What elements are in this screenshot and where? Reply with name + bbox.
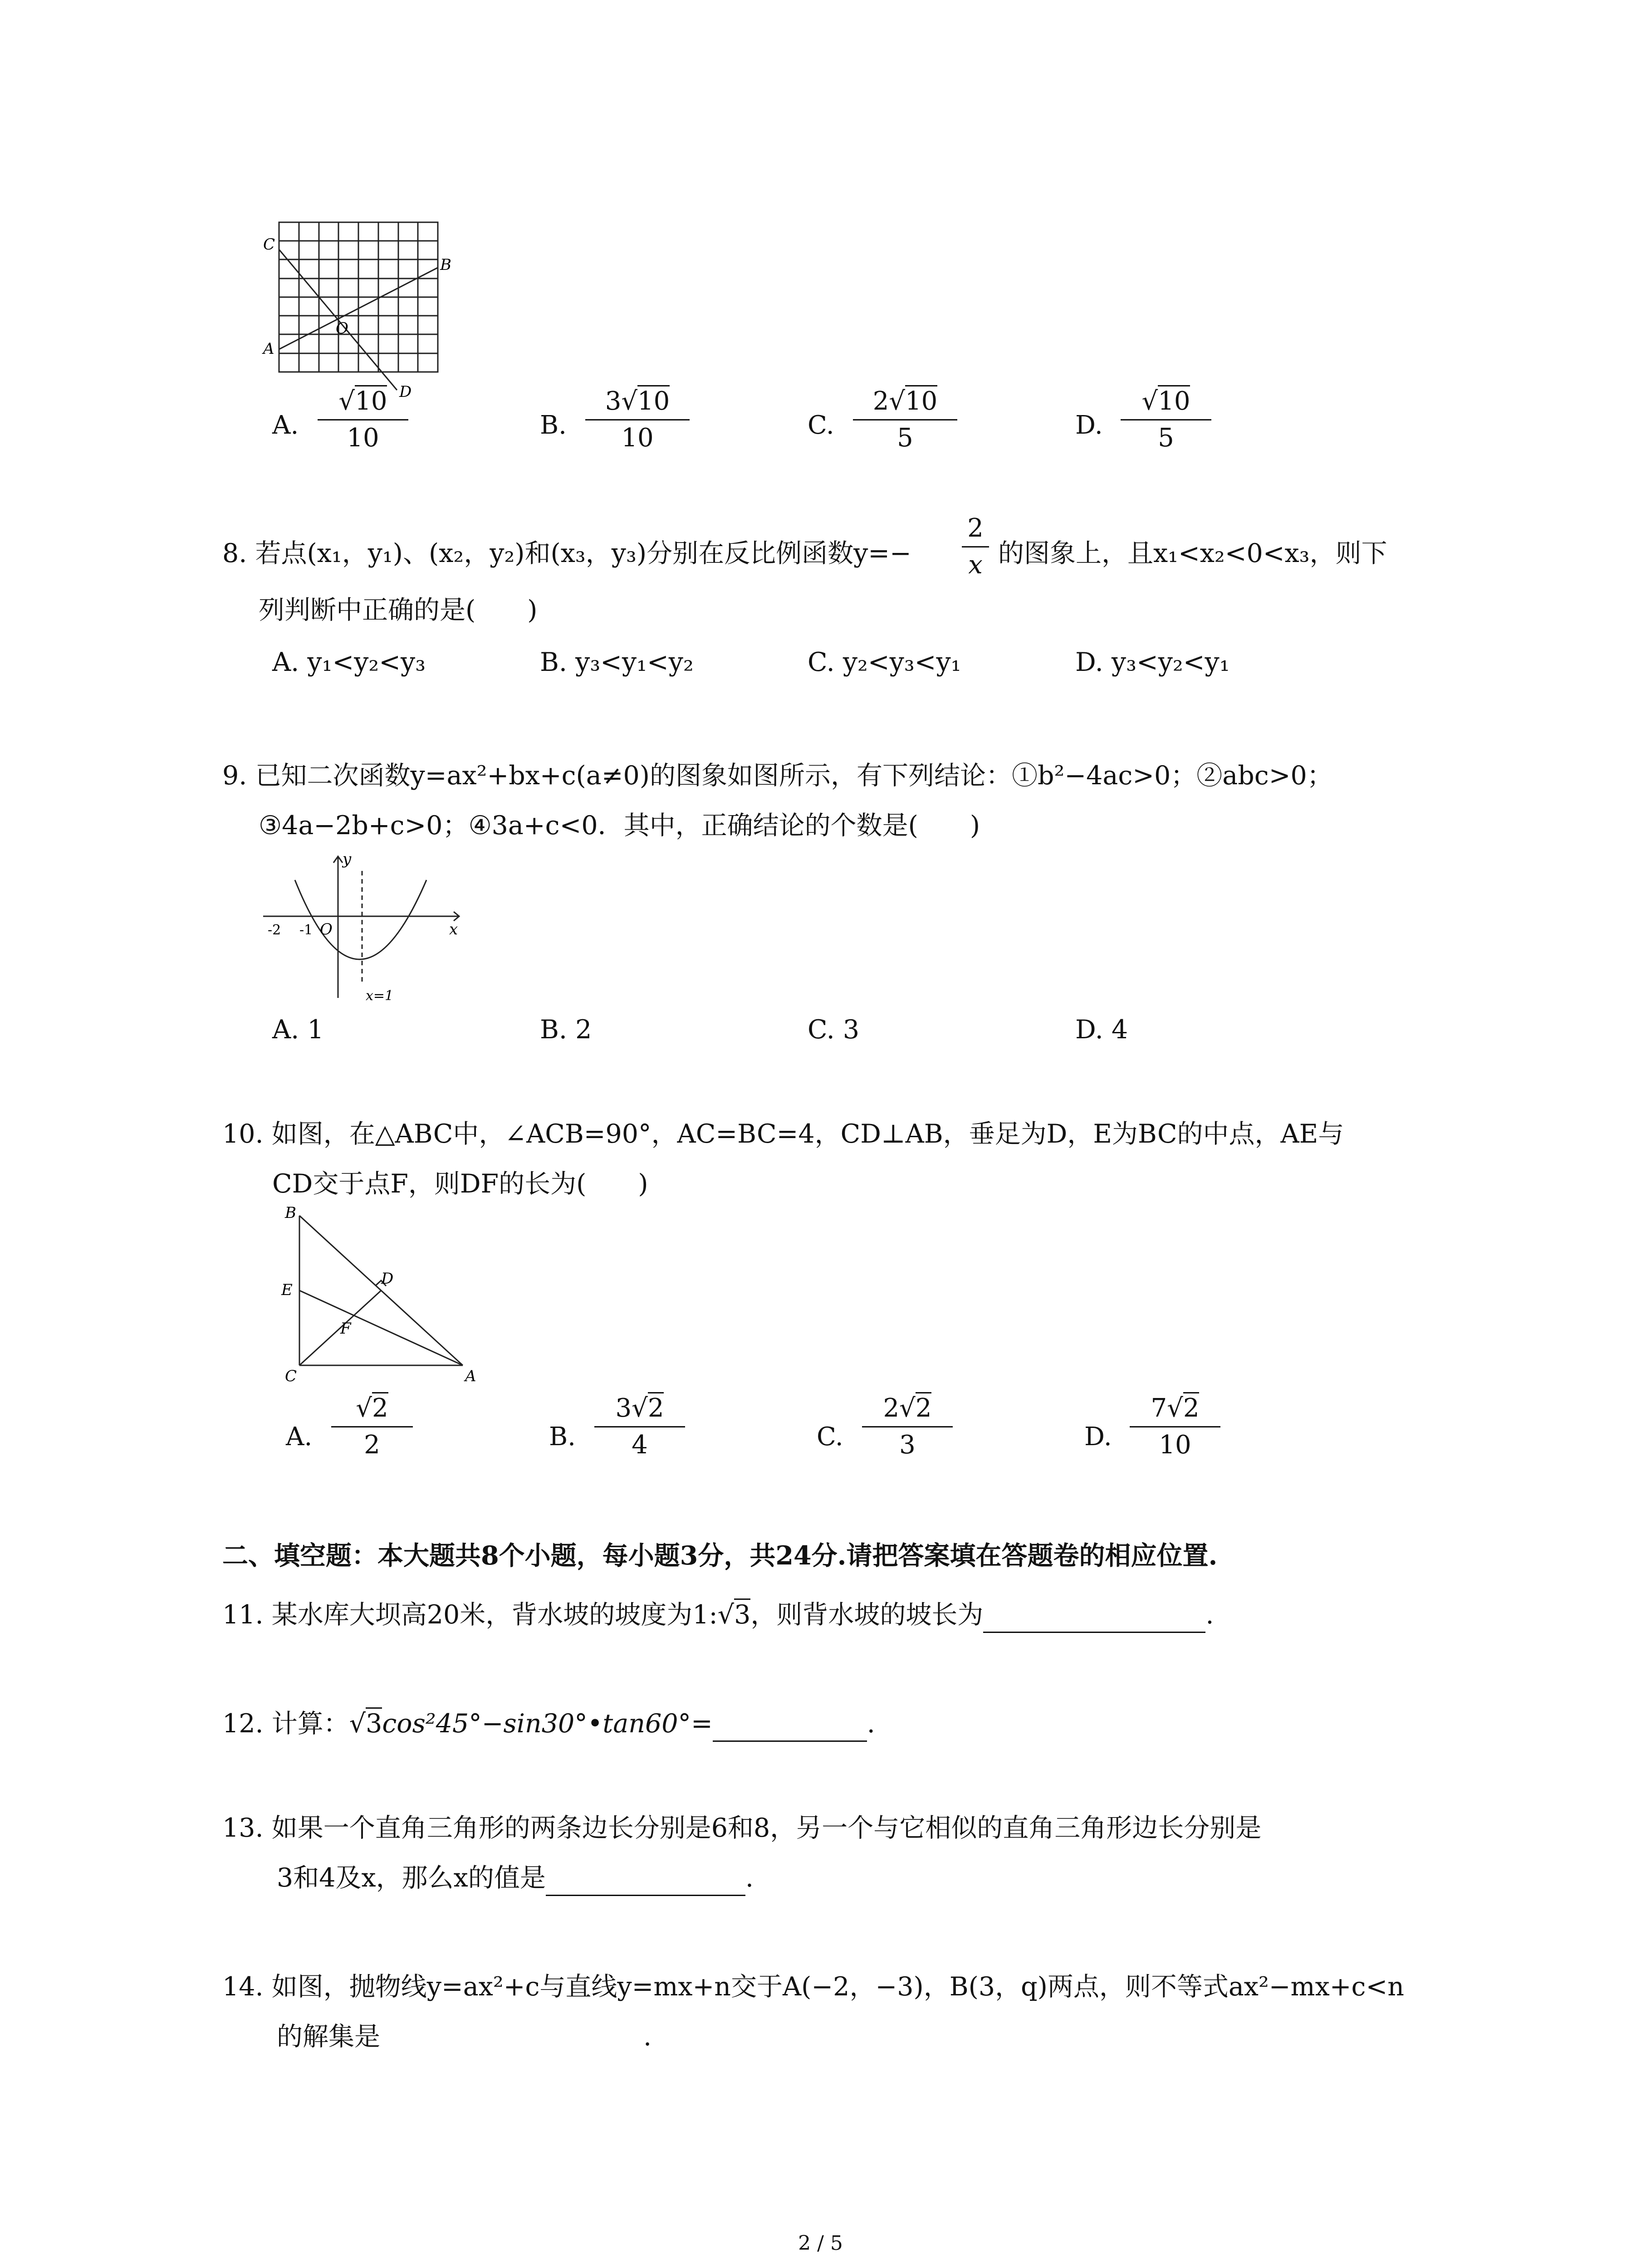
q10-option-a-letter: A.: [286, 1422, 313, 1452]
q12-period: .: [867, 1709, 875, 1739]
q10-label-c: C: [285, 1367, 297, 1383]
q10-option-d: 7√2 10: [1130, 1393, 1220, 1461]
q11-answer-blank[interactable]: [983, 1604, 1205, 1633]
q9-option-d: D. 4: [1075, 1015, 1128, 1045]
q10-line1: 10. 如图，在△ABC中，∠ACB=90°，AC=BC=4，CD⊥AB，垂足为D，E为BC的中点，AE与: [222, 1119, 1344, 1149]
q8-line2: 列判断中正确的是( ): [259, 595, 538, 625]
q10-label-b: B: [285, 1204, 296, 1222]
q12-line: [222, 1706, 875, 1742]
q9-label-origin: O: [320, 920, 333, 938]
q14-period: .: [643, 2022, 652, 2052]
q13-answer-blank[interactable]: [546, 1867, 745, 1896]
q7-option-a: √10 10: [318, 386, 408, 454]
q11-radical: √3: [718, 1598, 751, 1630]
q13-line2: 3和4及x，那么x的值是: [277, 1863, 546, 1893]
q12-expression: cos²45°−sin30°•tan60°=: [382, 1709, 713, 1739]
q8-option-c: C. y₂<y₃<y₁: [808, 647, 961, 677]
q7-option-b: 3√10 10: [585, 386, 690, 454]
q11-suffix: ，则背水坡的坡长为: [750, 1600, 984, 1630]
q7-label-o: O: [336, 319, 348, 337]
q9-label-axis: x=1: [366, 988, 394, 1002]
q9-label-y: y: [343, 853, 352, 868]
q12-radical: √3: [349, 1707, 382, 1739]
q9-label-x: x: [449, 920, 458, 938]
q9-line2: ③4a−2b+c>0；④3a+c<0．其中，正确结论的个数是( ): [259, 811, 980, 841]
page-number: 2 / 5: [798, 2232, 843, 2255]
q10-triangle-figure: [272, 1202, 481, 1383]
q10-option-b-letter: B.: [549, 1422, 576, 1452]
q10-line2: CD交于点F，则DF的长为( ): [272, 1169, 648, 1199]
q7-option-c-letter: C.: [808, 411, 834, 440]
q14-line2-wrap: [277, 2019, 652, 2055]
q9-line1: 9. 已知二次函数y=ax²+bx+c(a≠0)的图象如图所示，有下列结论：①b²−4ac>0；②abc>0；: [222, 761, 1333, 791]
q12-answer-blank[interactable]: [713, 1713, 867, 1742]
q7-label-d: D: [399, 383, 412, 399]
q7-label-a: A: [263, 340, 274, 358]
q14-line2: 的解集是: [277, 2022, 380, 2052]
q9-label-minus2: -2: [268, 922, 281, 938]
q8-fraction: 2 x: [962, 513, 989, 581]
q8-option-b: B. y₃<y₁<y₂: [540, 647, 694, 677]
q9-option-b: B. 2: [540, 1015, 592, 1045]
q13-line2-wrap: [277, 1860, 754, 1896]
q8-line1-tail: 的图象上，且x₁<x₂<0<x₃，则下: [998, 538, 1387, 568]
q7-label-b: B: [440, 256, 451, 274]
q9-label-minus1: -1: [299, 922, 313, 938]
q9-option-a: A. 1: [272, 1015, 324, 1045]
q11-prefix: 11. 某水库大坝高20米，背水坡的坡度为1:: [222, 1600, 718, 1630]
q14-line1: 14. 如图，抛物线y=ax²+c与直线y=mx+n交于A(−2，−3)，B(3，q)两点，则不等式ax²−mx+c<n: [222, 1972, 1404, 2002]
q11-period: .: [1205, 1600, 1214, 1630]
q7-option-d: √10 5: [1121, 386, 1211, 454]
q11-line: [222, 1597, 1214, 1633]
q10-option-a: √2 2: [331, 1393, 413, 1461]
q13-period: .: [745, 1863, 754, 1893]
q10-option-d-letter: D.: [1084, 1422, 1112, 1452]
q12-prefix: 12. 计算：: [222, 1709, 349, 1739]
q8-option-a: A. y₁<y₂<y₃: [272, 647, 426, 677]
q13-line1: 13. 如果一个直角三角形的两条边长分别是6和8，另一个与它相似的直角三角形边长分别是: [222, 1813, 1262, 1843]
q7-option-b-letter: B.: [540, 411, 567, 440]
q8-line1: 8. 若点(x₁，y₁)、(x₂，y₂)和(x₃，y₃)分别在反比例函数y=−: [222, 538, 911, 568]
q10-label-e: E: [281, 1281, 293, 1299]
q10-option-c: 2√2 3: [862, 1393, 953, 1461]
q9-parabola-figure: [259, 853, 467, 1002]
q7-option-a-letter: A.: [272, 411, 299, 440]
q7-option-d-letter: D.: [1075, 411, 1103, 440]
q8-option-d: D. y₃<y₂<y₁: [1075, 647, 1230, 677]
section2-heading: 二、填空题：本大题共8个小题，每小题3分，共24分.请把答案填在答题卷的相应位置.: [222, 1540, 1218, 1571]
q7-option-c: 2√10 5: [853, 386, 957, 454]
q10-label-f: F: [340, 1320, 351, 1338]
q10-option-c-letter: C.: [817, 1422, 843, 1452]
q10-label-d: D: [381, 1270, 394, 1288]
q9-option-c: C. 3: [808, 1015, 860, 1045]
q10-option-b: 3√2 4: [594, 1393, 685, 1461]
q7-grid-figure: [261, 218, 460, 399]
q10-label-a: A: [465, 1367, 476, 1383]
q7-label-c: C: [263, 235, 275, 254]
